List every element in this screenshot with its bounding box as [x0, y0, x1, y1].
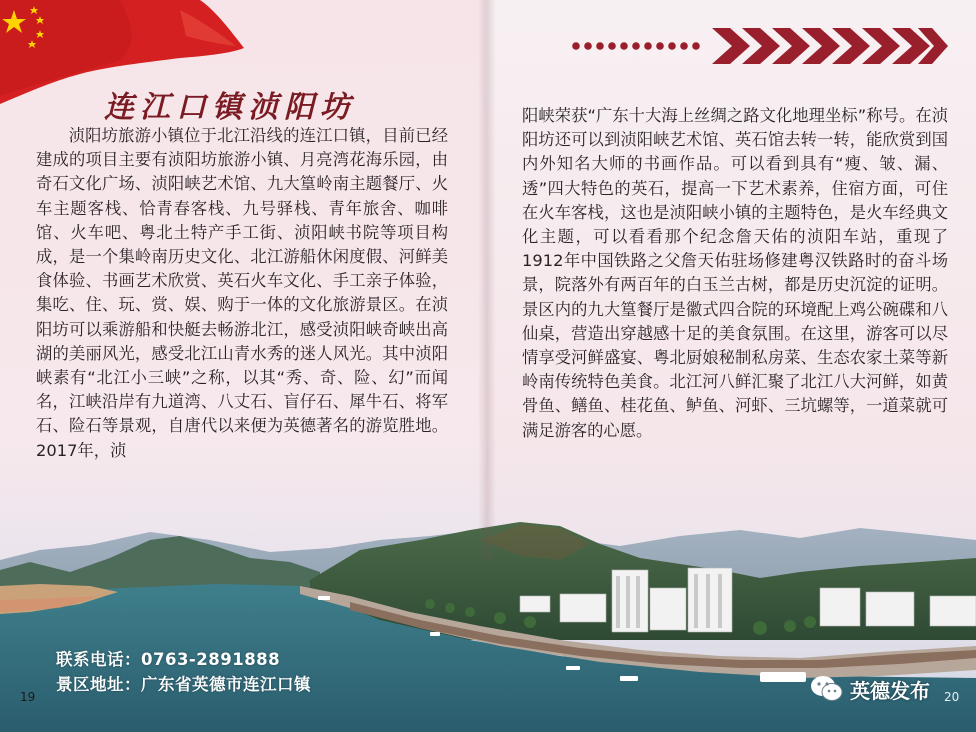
wechat-watermark: [810, 674, 930, 704]
chevron-arrows-decoration-icon: [568, 26, 950, 66]
watermark-text: 英德发布: [850, 678, 930, 703]
contact-phone: 联系电话：0763-2891888: [56, 650, 281, 669]
left-body-text: 浈阳坊旅游小镇位于北江沿线的连江口镇，目前已经建成的项目主要有浈阳坊旅游小镇、月亮湾花海乐园，由奇石文化广场、浈阳峡艺术馆、九大篁岭南主题餐厅、火车主题客栈、恰青春客栈、九号驿栈、青年旅舍、咖啡馆、火车吧、粤北土特产手工街、浈阳峡书院等项目构成，是一个集岭南历史文化、北江游船休闲度假、河鲜美食体验、书画艺术欣赏、英石火车文化、手工亲子体验，集吃、住、玩、赏、娱、购于一体的文化旅游景区。在浈阳坊可以乘游船和快艇去畅游北江，感受浈阳峡奇峡出高湖的美丽风光，感受北江山青水秀的迷人风光。其中浈阳峡素有“北江小三峡”之称，以其“秀、奇、险、幻”而闻名，江峡沿岸有九道湾、八丈石、盲仔石、犀牛石、将军石、险石等景观，自唐代以来便为英德著名的游览胜地。2017年，浈: [36, 126, 448, 460]
page-number-right: 20: [944, 690, 960, 704]
page-number-left: 19: [20, 690, 36, 704]
wechat-icon: [810, 674, 844, 704]
page-gutter-shadow: [478, 0, 496, 560]
contact-address: 景区地址：广东省英德市连江口镇: [56, 675, 311, 694]
article-title: 连江口镇浈阳坊: [104, 90, 356, 125]
right-body-text: 阳峡荣获“广东十大海上丝绸之路文化地理坐标”称号。在浈阳坊还可以到浈阳峡艺术馆、英石馆去转一转，能欣赏到国内外知名大师的书画作品。可以看到具有“瘦、皱、漏、透”四大特色的英石，提高一下艺术素养，住宿方面，可住在火车客栈，这也是浈阳峡小镇的主题特色，是火车经典文化主题，可以看看那个纪念詹天佑的浈阳车站，重现了1912年中国铁路之父詹天佑驻场修建粤汉铁路时的奋斗场景，院落外有两百年的白玉兰古树，都是历史沉淀的证明。景区内的九大篁餐厅是徽式四合院的环境配上鸡公碗碟和八仙桌，营造出穿越感十足的美食氛围。在这里，游客可以尽情享受河鲜盛宴、粤北厨娘秘制私房菜、生态农家土菜等新岭南传统特色美食。北江河八鲜汇聚了北江八大河鲜，如黄骨鱼、鳝鱼、桂花鱼、鲈鱼、河虾、三坑螺等，一道菜就可满足游客的心愿。: [522, 106, 948, 440]
